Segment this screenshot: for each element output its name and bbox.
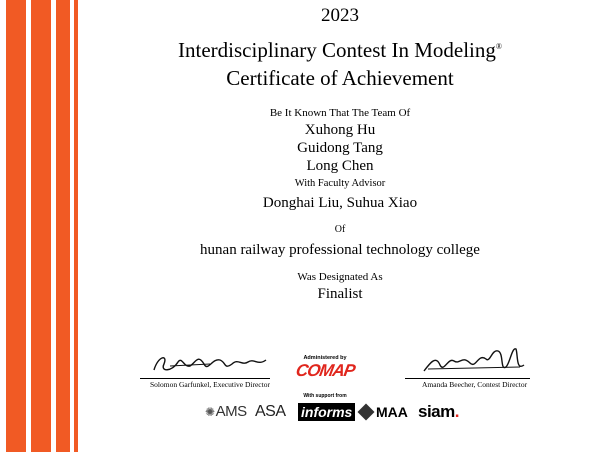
executive-director-name: Solomon Garfunkel, Executive Director xyxy=(150,380,270,389)
designation-label: Was Designated As xyxy=(297,271,383,283)
team-member: Guidong Tang xyxy=(297,140,383,156)
contest-name-text: Interdisciplinary Contest In Modeling xyxy=(178,38,496,62)
certificate-title: Certificate of Achievement xyxy=(226,66,454,90)
asa-logo: ASA xyxy=(255,403,286,420)
support-label: With support from xyxy=(303,393,347,399)
comap-logo: COMAP xyxy=(294,361,356,380)
contest-director-signature xyxy=(420,345,530,377)
team-member: Long Chen xyxy=(306,158,374,174)
executive-director-signature xyxy=(150,350,270,378)
institution-name: hunan railway professional technology college xyxy=(200,242,480,258)
ams-emblem-icon: ✺ xyxy=(205,405,215,419)
maa-emblem-icon xyxy=(358,404,375,421)
siam-logo: siam. xyxy=(418,402,459,421)
certificate-year: 2023 xyxy=(321,5,359,26)
faculty-advisors: Donghai Liu, Suhua Xiao xyxy=(262,195,418,211)
ams-logo: ✺AMS xyxy=(205,403,247,420)
administrator-block xyxy=(290,355,360,381)
decorative-border-stripes xyxy=(0,0,80,452)
award-designation: Finalist xyxy=(317,286,363,302)
maa-logo: MAA xyxy=(360,400,408,424)
contest-name xyxy=(80,38,600,63)
stripe xyxy=(31,0,51,452)
advisor-label: With Faculty Advisor xyxy=(294,178,386,189)
team-member: Xuhong Hu xyxy=(304,122,376,138)
registered-mark: ® xyxy=(495,42,502,51)
stripe xyxy=(6,0,26,452)
signature-line xyxy=(140,378,270,379)
contest-director-name: Amanda Beecher, Contest Director xyxy=(422,380,528,389)
stripe xyxy=(56,0,70,452)
of-label: Of xyxy=(334,224,346,235)
signature-line xyxy=(405,378,530,379)
team-intro: Be It Known That The Team Of xyxy=(269,107,411,119)
stripe xyxy=(74,0,78,452)
administered-by-label: Administered by xyxy=(303,355,347,361)
informs-logo: informs xyxy=(298,400,355,424)
